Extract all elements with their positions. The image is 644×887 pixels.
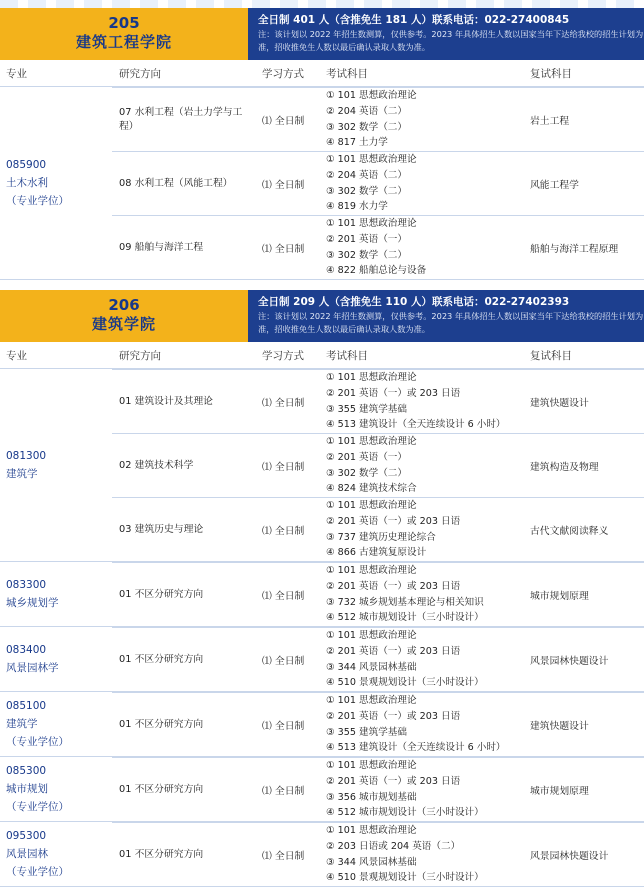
major-group: [0, 562, 644, 627]
header-mode: 学习方式: [262, 350, 304, 362]
major-label-line: 土木水利: [6, 177, 48, 189]
enrollment-info: [248, 290, 644, 342]
major-label-line: 085900: [6, 159, 47, 171]
retest-subject: 风能工程学: [530, 179, 579, 191]
exam-subject: ③ 344 风景园林基础: [326, 856, 417, 868]
major-label: [6, 576, 110, 612]
header-direction: 研究方向: [119, 350, 161, 362]
header-exam: 考试科目: [326, 68, 368, 80]
exam-subject: ③ 302 数学（二）: [326, 185, 407, 197]
table-row: [112, 757, 644, 821]
exam-subject: ② 201 英语（一）或 203 日语: [326, 645, 461, 657]
header-retest: 复试科目: [530, 350, 572, 362]
study-mode: ⑴ 全日制: [262, 115, 305, 127]
program-table: [0, 369, 644, 887]
header-major: 专业: [6, 350, 27, 362]
exam-subject: ① 101 思想政治理论: [326, 564, 417, 576]
major-label-line: （专业学位）: [6, 801, 69, 813]
exam-subject: ② 204 英语（二）: [326, 169, 407, 181]
exam-subject: ② 201 英语（一）或 203 日语: [326, 775, 461, 787]
exam-subject: ③ 356 城市规划基础: [326, 791, 417, 803]
research-direction: 03 建筑历史与理论: [119, 523, 204, 535]
exam-subject: ④ 824 建筑技术综合: [326, 483, 417, 495]
exam-subject: ② 201 英语（一）或 203 日语: [326, 710, 461, 722]
study-mode: ⑴ 全日制: [262, 397, 305, 409]
retest-subject: 岩土工程: [530, 115, 570, 127]
table-header: [0, 60, 644, 87]
study-mode: ⑴ 全日制: [262, 590, 305, 602]
exam-subject: ② 201 英语（一）: [326, 451, 407, 463]
retest-subject: 古代文献阅读释义: [530, 525, 609, 537]
exam-subject: ② 201 英语（一）: [326, 233, 407, 245]
exam-subjects: [326, 498, 526, 561]
exam-subject: ① 101 思想政治理论: [326, 759, 417, 771]
table-row: [112, 497, 644, 561]
major-label-line: 建筑学: [6, 718, 38, 730]
retest-subject: 建筑快题设计: [530, 720, 589, 732]
college-banner: [0, 8, 644, 60]
enrollment-info: [248, 8, 644, 60]
enrollment-headline: 全日制 401 人（含推免生 181 人）联系电话：022-27400845: [258, 14, 570, 26]
exam-subject: ③ 344 风景园林基础: [326, 661, 417, 673]
research-direction: 08 水利工程（风能工程）: [119, 177, 233, 189]
exam-subject: ④ 513 建筑设计（全天连续设计 6 小时）: [326, 742, 506, 754]
exam-subject: ④ 513 建筑设计（全天连续设计 6 小时）: [326, 419, 506, 431]
exam-subject: ③ 355 建筑学基础: [326, 403, 407, 415]
research-direction: 01 不区分研究方向: [119, 848, 204, 860]
table-row: [112, 433, 644, 497]
table-row: [112, 627, 644, 691]
exam-subject: ① 101 思想政治理论: [326, 371, 417, 383]
exam-subject: ③ 732 城乡规划基本理论与相关知识: [326, 596, 484, 608]
college-title-block: [0, 290, 248, 342]
major-label: [6, 827, 110, 881]
college-section-206: [0, 290, 644, 887]
exam-subject: ④ 512 城市规划设计（三小时设计）: [326, 807, 484, 819]
major-label-line: 085300: [6, 765, 47, 777]
major-label: [6, 697, 110, 751]
exam-subject: ③ 737 建筑历史理论综合: [326, 531, 436, 543]
major-label-line: （专业学位）: [6, 736, 69, 748]
college-title-block: [0, 8, 248, 60]
exam-subject: ① 101 思想政治理论: [326, 629, 417, 641]
table-row: [112, 215, 644, 279]
major-label: [6, 641, 110, 677]
exam-subjects: [326, 434, 526, 497]
major-label: [6, 762, 110, 816]
enrollment-headline: 全日制 209 人（含推免生 110 人）联系电话：022-27402393: [258, 296, 570, 308]
research-direction: 01 不区分研究方向: [119, 588, 204, 600]
major-label-line: 083400: [6, 644, 47, 656]
major-label-line: 城乡规划学: [6, 597, 59, 609]
exam-subject: ④ 866 古建筑复原设计: [326, 547, 427, 559]
retest-subject: 城市规划原理: [530, 785, 589, 797]
retest-subject: 船舶与海洋工程原理: [530, 243, 619, 255]
major-label-line: 风景园林: [6, 848, 48, 860]
retest-subject: 建筑构造及物理: [530, 461, 599, 473]
exam-subjects: [326, 370, 526, 433]
exam-subjects: [326, 823, 526, 886]
exam-subject: ① 101 思想政治理论: [326, 217, 417, 229]
major-label: [6, 156, 110, 210]
study-mode: ⑴ 全日制: [262, 850, 305, 862]
exam-subjects: [326, 152, 526, 215]
exam-subject: ① 101 思想政治理论: [326, 435, 417, 447]
exam-subjects: [326, 216, 526, 279]
retest-subject: 风景园林快题设计: [530, 850, 609, 862]
exam-subject: ① 101 思想政治理论: [326, 824, 417, 836]
exam-subject: ④ 817 土力学: [326, 137, 388, 149]
college-section-205: [0, 8, 644, 280]
table-row: [112, 562, 644, 626]
exam-subject: ② 201 英语（一）或 203 日语: [326, 580, 461, 592]
study-mode: ⑴ 全日制: [262, 243, 305, 255]
exam-subject: ① 101 思想政治理论: [326, 89, 417, 101]
research-direction: 09 船舶与海洋工程: [119, 241, 204, 253]
college-code: 205: [108, 14, 140, 32]
major-label-line: 083300: [6, 579, 47, 591]
major-label-line: 095300: [6, 830, 47, 842]
major-label-line: 085100: [6, 700, 47, 712]
study-mode: ⑴ 全日制: [262, 525, 305, 537]
major-label-line: 建筑学: [6, 468, 38, 480]
program-table: [0, 87, 644, 280]
exam-subject: ③ 302 数学（二）: [326, 467, 407, 479]
study-mode: ⑴ 全日制: [262, 655, 305, 667]
exam-subject: ④ 510 景观规划设计（三小时设计）: [326, 872, 484, 884]
table-row: [112, 87, 644, 151]
exam-subject: ① 101 思想政治理论: [326, 499, 417, 511]
college-banner: [0, 290, 644, 342]
study-mode: ⑴ 全日制: [262, 179, 305, 191]
major-label-line: （专业学位）: [6, 195, 69, 207]
table-row: [112, 369, 644, 433]
major-label-line: 风景园林学: [6, 662, 59, 674]
exam-subject: ② 201 英语（一）或 203 日语: [326, 387, 461, 399]
college-name: 建筑工程学院: [75, 33, 172, 51]
exam-subject: ④ 819 水力学: [326, 201, 388, 213]
exam-subject: ② 203 日语或 204 英语（二）: [326, 840, 461, 852]
header-retest: 复试科目: [530, 68, 572, 80]
major-group: [0, 87, 644, 280]
retest-subject: 城市规划原理: [530, 590, 589, 602]
exam-subject: ② 204 英语（二）: [326, 105, 407, 117]
enrollment-note: 注：该计划以 2022 年招生数测算，仅供参考。2023 年具体招生人数以国家当年下达给我校的招生计划为准，招收推免生人数以最后确认录取人数为准。: [258, 29, 644, 52]
major-label-line: （专业学位）: [6, 866, 69, 878]
major-group: [0, 822, 644, 887]
header-exam: 考试科目: [326, 350, 368, 362]
exam-subjects: [326, 758, 526, 821]
major-group: [0, 757, 644, 822]
major-group: [0, 692, 644, 757]
major-label: [6, 447, 110, 483]
retest-subject: 风景园林快题设计: [530, 655, 609, 667]
exam-subjects: [326, 563, 526, 626]
table-row: [112, 822, 644, 886]
major-group: [0, 627, 644, 692]
exam-subject: ③ 302 数学（二）: [326, 121, 407, 133]
exam-subjects: [326, 693, 526, 756]
exam-subject: ③ 302 数学（二）: [326, 249, 407, 261]
exam-subject: ② 201 英语（一）或 203 日语: [326, 515, 461, 527]
research-direction: 02 建筑技术科学: [119, 459, 194, 471]
table-header: [0, 342, 644, 369]
exam-subject: ③ 355 建筑学基础: [326, 726, 407, 738]
major-group: [0, 369, 644, 562]
college-name: 建筑学院: [91, 315, 156, 333]
major-label-line: 城市规划: [6, 783, 48, 795]
enrollment-note: 注：该计划以 2022 年招生数测算，仅供参考。2023 年具体招生人数以国家当年下达给我校的招生计划为准，招收推免生人数以最后确认录取人数为准。: [258, 311, 644, 334]
header-major: 专业: [6, 68, 27, 80]
research-direction: 07 水利工程（岩土力学与工程）: [119, 106, 243, 132]
header-direction: 研究方向: [119, 68, 161, 80]
header-mode: 学习方式: [262, 68, 304, 80]
exam-subject: ④ 822 船舶总论与设备: [326, 265, 427, 277]
college-code: 206: [108, 296, 140, 314]
research-direction: 01 不区分研究方向: [119, 718, 204, 730]
study-mode: ⑴ 全日制: [262, 461, 305, 473]
research-direction: 01 不区分研究方向: [119, 783, 204, 795]
exam-subjects: [326, 88, 526, 151]
retest-subject: 建筑快题设计: [530, 397, 589, 409]
exam-subject: ① 101 思想政治理论: [326, 153, 417, 165]
table-row: [112, 151, 644, 215]
exam-subjects: [326, 628, 526, 691]
research-direction: 01 建筑设计及其理论: [119, 395, 213, 407]
study-mode: ⑴ 全日制: [262, 785, 305, 797]
table-row: [112, 692, 644, 756]
exam-subject: ④ 512 城市规划设计（三小时设计）: [326, 612, 484, 624]
exam-subject: ④ 510 景观规划设计（三小时设计）: [326, 677, 484, 689]
major-label-line: 081300: [6, 450, 47, 462]
exam-subject: ① 101 思想政治理论: [326, 694, 417, 706]
research-direction: 01 不区分研究方向: [119, 653, 204, 665]
study-mode: ⑴ 全日制: [262, 720, 305, 732]
